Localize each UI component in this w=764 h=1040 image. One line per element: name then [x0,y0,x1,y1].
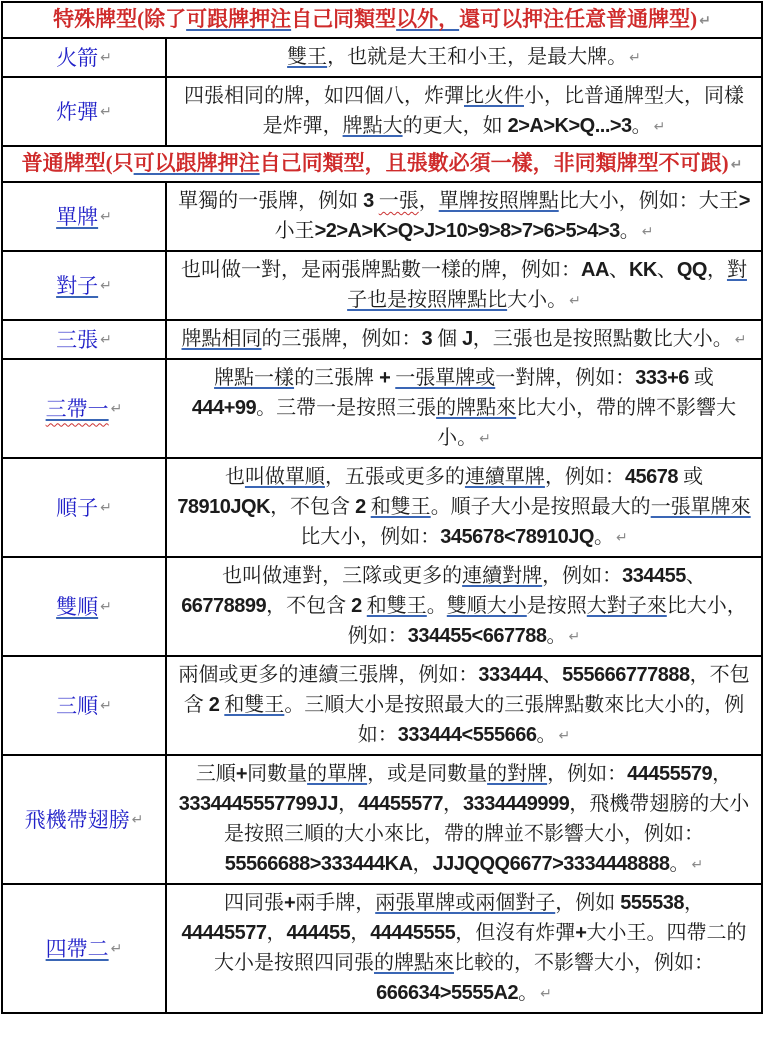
table-row-triple-straight [3,655,761,754]
return-mark: ↵ [100,499,112,516]
table-row-normal-header [3,145,761,181]
return-mark: ↵ [699,13,711,29]
return-mark: ↵ [641,224,654,240]
body-cell-pair [167,252,761,319]
return-mark: ↵ [110,940,123,957]
return-mark: ↵ [730,157,743,173]
body-cell-single [167,183,761,250]
return-mark: ↵ [100,598,112,615]
table-row-straight [3,457,761,556]
label-cell-triple-straight [3,657,167,754]
table-row-triplet-with-one [3,358,761,457]
body-cell-bomb [167,78,761,145]
body-text-single: 單獨的一張牌，例如 3 一張，單牌按照牌點比大小，例如：大王>小王>2>A>K>Q>J>10>9>8>7>6>5>4>3。 [178,190,750,242]
label-cell-straight [3,459,167,556]
body-text-rocket: 雙王，也就是大王和小王，是最大牌。 [287,46,628,68]
label-cell-single [3,183,167,250]
label-cell-bomb [3,78,167,145]
return-mark: ↵ [653,119,666,135]
return-mark: ↵ [569,293,581,309]
label-cell-rocket [3,39,167,76]
table-row-bomb [3,76,761,145]
body-text-straight: 也叫做單順，五張或更多的連續單牌，例如：45678 或 78910JQK，不包含 2 和雙王。順子大小是按照最大的一張單牌來比大小，例如：345678<78910JQ。 [177,466,751,548]
table-row-single [3,181,761,250]
label-cell-triplet-with-one [3,360,167,457]
body-cell-triplet [167,321,761,358]
label-single: 單牌 [56,204,99,229]
body-text-bomb: 四張相同的牌，如四個八，炸彈比火件小，比普通牌型大，同樣是炸彈，牌點大的更大，如 2>A>K>Q...>3。 [184,85,744,137]
return-mark: ↵ [629,50,641,66]
return-mark: ↵ [734,332,747,348]
return-mark: ↵ [131,811,144,828]
table-row-double-straight [3,556,761,655]
label-triplet: 三張 [56,327,99,352]
section-header-special [3,3,761,37]
body-cell-airplane [167,756,761,883]
body-text-pair: 也叫做一對，是兩張牌點數一樣的牌，例如：AA、KK、QQ，對子也是按照牌點比大小。 [181,259,747,311]
label-triple-straight: 三順 [56,693,99,718]
body-cell-rocket [167,39,761,76]
label-pair: 對子 [56,273,99,298]
section-header-normal-text: 普通牌型(只可以跟牌押注自己同類型，且張數必須一樣，非同類牌型不可跟) [21,151,729,175]
body-cell-triple-straight [167,657,761,754]
return-mark: ↵ [558,728,571,744]
table-row-triplet [3,319,761,358]
return-mark: ↵ [100,103,112,120]
return-mark: ↵ [691,857,704,873]
label-cell-double-straight [3,558,167,655]
return-mark: ↵ [100,277,112,294]
return-mark: ↵ [100,697,112,714]
label-rocket: 火箭 [56,45,99,70]
body-text-triplet-with-one: 牌點一樣的三張牌 + 一張單牌或一對牌，例如：333+6 或 444+99。三帶一是按照三張的牌點來比大小，帶的牌不影響大小。 [191,367,737,449]
return-mark: ↵ [479,431,491,447]
body-text-double-straight: 也叫做連對，三隊或更多的連續對牌，例如：334455、66778899，不包含 2 和雙王。雙順大小是按照大對子來比大小，例如：334455<667788。 [181,565,747,647]
label-triplet-with-one: 三帶一 [45,396,109,421]
body-cell-four-with-two [167,885,761,1012]
label-cell-four-with-two [3,885,167,1012]
body-text-four-with-two: 四同張+兩手牌，兩張單牌或兩個對子，例如 555538，44445577，444455，44445555，但沒有炸彈+大小王。四帶二的大小是按照四同張的牌點來比較的，不影響大小，例如：666634>5555A2。 [181,892,747,1004]
table-row-pair [3,250,761,319]
return-mark: ↵ [568,629,581,645]
label-cell-triplet [3,321,167,358]
return-mark: ↵ [110,400,123,417]
table-row-special-header [3,3,761,37]
body-cell-double-straight [167,558,761,655]
label-cell-pair [3,252,167,319]
return-mark: ↵ [100,49,112,66]
body-text-airplane: 三順+同數量的單牌，或是同數量的對牌，例如：44455579，3334445557799JJ，44455577，3334449999，飛機帶翅膀的大小是按照三順的大小來比，帶的牌並不影響大小，例如：55566688>333444KA，JJJQQQ6677>3334448888。 [178,763,750,875]
label-straight: 順子 [56,495,99,520]
return-mark: ↵ [540,986,552,1002]
card-rules-table [1,1,763,1014]
label-cell-airplane [3,756,167,883]
section-header-special-text: 特殊牌型(除了可跟牌押注自己同類型以外，還可以押注任意普通牌型) [53,7,698,31]
table-row-airplane [3,754,761,883]
return-mark: ↵ [100,208,112,225]
label-bomb: 炸彈 [56,99,99,124]
return-mark: ↵ [615,530,628,546]
body-cell-straight [167,459,761,556]
label-double-straight: 雙順 [56,594,99,619]
body-cell-triplet-with-one [167,360,761,457]
table-row-four-with-two [3,883,761,1012]
body-text-triple-straight: 兩個或更多的連續三張牌，例如：333444、555666777888，不包含 2 和雙王。三順大小是按照最大的三張牌點數來比大小的，例如：333444<555666。 [178,664,750,746]
section-header-normal [3,147,761,181]
label-four-with-two: 四帶二 [45,936,109,961]
return-mark: ↵ [100,331,112,348]
body-text-triplet: 牌點相同的三張牌，例如：3 個 J，三張也是按照點數比大小。 [181,328,733,350]
table-row-rocket [3,37,761,76]
label-airplane: 飛機帶翅膀 [24,807,130,832]
